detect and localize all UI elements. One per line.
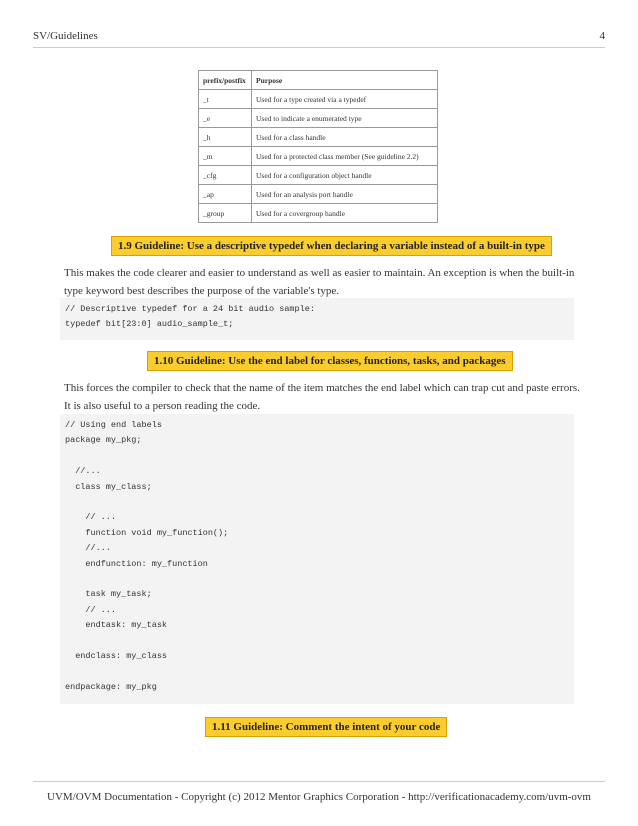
page-number: 4 <box>599 30 605 42</box>
table-cell: _group <box>199 204 252 223</box>
code-line <box>65 495 569 510</box>
table-cell: _e <box>199 109 252 128</box>
code-line: // ... <box>65 604 117 615</box>
code-line: //... <box>65 466 101 477</box>
code-line <box>65 633 569 648</box>
column-header: prefix/postfix <box>199 71 252 90</box>
header-divider <box>33 47 605 48</box>
code-line: package my_pkg; <box>65 435 142 446</box>
code-line: task my_task; <box>65 589 152 600</box>
table-row <box>199 166 438 185</box>
code-block <box>60 298 574 340</box>
code-block <box>60 414 574 704</box>
code-line: // Using end labels <box>65 420 162 430</box>
table-row <box>199 185 438 204</box>
guideline-heading: 1.11 Guideline: Comment the intent of your code <box>205 717 447 737</box>
table-cell: Used for a configuration object handle <box>252 166 438 185</box>
code-line <box>65 664 569 679</box>
table-cell: _h <box>199 128 252 147</box>
table-cell: Used to indicate a enumerated type <box>252 109 438 128</box>
table-row <box>199 90 438 109</box>
code-line: endpackage: my_pkg <box>65 681 157 692</box>
code-line: function void my_function(); <box>65 527 229 538</box>
code-line: // Descriptive typedef for a 24 bit audio sample: <box>65 304 315 314</box>
guideline-heading: 1.9 Guideline: Use a descriptive typedef when declaring a variable instead of a built-in type <box>111 236 552 256</box>
table-cell: _m <box>199 147 252 166</box>
table-cell: Used for a protected class member (See guideline 2.2) <box>252 147 438 166</box>
code-line: class my_class; <box>65 481 152 492</box>
code-line: endfunction: my_function <box>65 558 208 569</box>
table-row <box>199 109 438 128</box>
code-line <box>65 449 569 464</box>
table-cell: _cfg <box>199 166 252 185</box>
table-cell: Used for an analysis port handle <box>252 185 438 204</box>
code-line: endclass: my_class <box>65 650 168 661</box>
column-header: Purpose <box>252 71 438 90</box>
table-header-row <box>199 71 438 90</box>
header-title: SV/Guidelines <box>33 30 98 42</box>
table-cell: _ap <box>199 185 252 204</box>
prefix-table <box>198 70 438 223</box>
table-row <box>199 128 438 147</box>
table-cell: Used for a type created via a typedef <box>252 90 438 109</box>
table-row <box>199 204 438 223</box>
page-header <box>33 30 605 46</box>
guideline-paragraph: This forces the compiler to check that the name of the item matches the end label which can trap cut and paste errors. It is also useful to a person reading the code. <box>64 382 580 412</box>
footer-divider <box>33 781 605 782</box>
table-cell: _t <box>199 90 252 109</box>
page-footer: UVM/OVM Documentation - Copyright (c) 2012 Mentor Graphics Corporation - http://verificationacademy.com/uvm-ovm <box>47 791 591 803</box>
code-line: //... <box>65 543 111 554</box>
code-line: // ... <box>65 512 117 523</box>
guideline-paragraph: This makes the code clearer and easier to understand as well as easier to maintain. An exception is when the built-in type keyword best describes the purpose of the variable's type. <box>64 267 575 297</box>
code-line: endtask: my_task <box>65 620 168 631</box>
code-line <box>65 572 569 587</box>
code-line: typedef bit[23:0] audio_sample_t; <box>65 319 234 330</box>
table-cell: Used for a class handle <box>252 128 438 147</box>
guideline-heading: 1.10 Guideline: Use the end label for classes, functions, tasks, and packages <box>147 351 513 371</box>
table-row <box>199 147 438 166</box>
table-cell: Used for a covergroup handle <box>252 204 438 223</box>
